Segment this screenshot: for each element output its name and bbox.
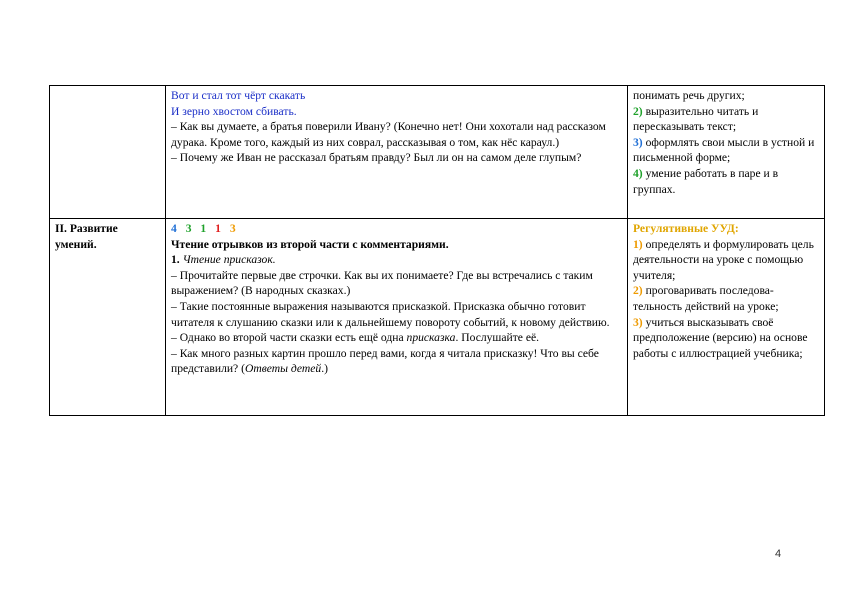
grade-mark: 3 (185, 222, 192, 235)
uud-title: Регулятивные УУД: (633, 222, 739, 235)
emphasis: Ответы детей (244, 362, 322, 376)
emphasis: присказка (406, 331, 456, 345)
subsection-heading (171, 252, 623, 268)
subsection-title: Чтение присказок. (182, 253, 276, 267)
uud-item-number: 1) (633, 237, 643, 251)
question-paragraph: – Как вы думаете, а братья поверили Ивану? (Конечно нет! Они хохотали над рассказом дурака. Кроме того, каждый из них соврал, рассказывая о том, как нёс караул.) (171, 120, 606, 149)
uud-item (633, 166, 820, 197)
grade-mark: 4 (171, 222, 177, 235)
grade-marks (171, 221, 623, 237)
paragraph (171, 330, 623, 346)
uud-continuation: понимать речь других; (633, 89, 745, 102)
page-number: 4 (775, 548, 782, 560)
paragraph: – Прочитайте первые две строчки. Как вы их понимаете? Где вы встречались с таким выражением? (В народных сказках.) (171, 268, 593, 298)
grade-mark: 1 (215, 222, 221, 235)
uud-item-number: 3) (633, 135, 643, 149)
paragraph: – Такие постоянные выражения называются присказкой. Присказка обычно готовит читателя к слушанию сказки или к дальнейшему повороту событий, к новому действию. (171, 299, 610, 329)
stage-cell (50, 219, 166, 416)
uud-item (633, 104, 820, 135)
uud-item-number: 2) (633, 104, 643, 118)
grade-mark: 3 (229, 222, 236, 235)
uud-item (633, 135, 820, 166)
grade-mark: 1 (200, 222, 207, 235)
uud-item-text: учиться высказывать своё предположение (версию) на основе работы с иллюстрацией учебника; (633, 315, 808, 360)
uud-item (633, 283, 820, 314)
uud-item (633, 237, 820, 284)
paragraph-text: . Послушайте её. (455, 331, 540, 345)
content-cell (166, 86, 628, 219)
lesson-table (49, 85, 825, 416)
uud-item-number: 4) (633, 166, 643, 180)
subsection-number: 1. (171, 253, 180, 267)
paragraph-text: – Однако во второй части сказки есть ещё одна (171, 331, 407, 345)
uud-item-number: 2) (633, 284, 643, 298)
question-paragraph: – Почему же Иван не рассказал братьям правду? Был ли он на самом деле глупым? (171, 151, 582, 165)
uud-cell (628, 86, 825, 219)
stage-label: II. Развитие умений. (55, 222, 118, 251)
section-heading: Чтение отрывков из второй части с комментариями. (171, 237, 449, 251)
uud-item-text: проговаривать последова-тельность действий на уроке; (633, 284, 779, 313)
table-row (50, 86, 825, 219)
poem-line: И зерно хвостом сбивать. (171, 104, 297, 118)
poem-line: Вот и стал тот чёрт скакать (171, 89, 306, 102)
content-cell (166, 219, 628, 416)
table-row (50, 219, 825, 416)
paragraph-text: – Как много разных картин прошло перед вами, когда я читала присказку! Что вы себе представили? ( (171, 346, 599, 376)
uud-item (633, 315, 820, 362)
uud-item-number: 3) (633, 315, 643, 329)
uud-item-text: определять и формулировать цель деятельности на уроке с помощью учителя; (633, 237, 814, 282)
uud-item-text: умение работать в паре и в группах. (633, 166, 779, 196)
stage-cell (50, 86, 166, 219)
paragraph (171, 346, 623, 377)
uud-cell (628, 219, 825, 416)
uud-item-text: оформлять свои мысли в устной и письменной форме; (633, 135, 815, 165)
uud-item-text: выразительно читать и пересказывать текст; (633, 104, 759, 134)
paragraph-text: .) (321, 362, 328, 376)
